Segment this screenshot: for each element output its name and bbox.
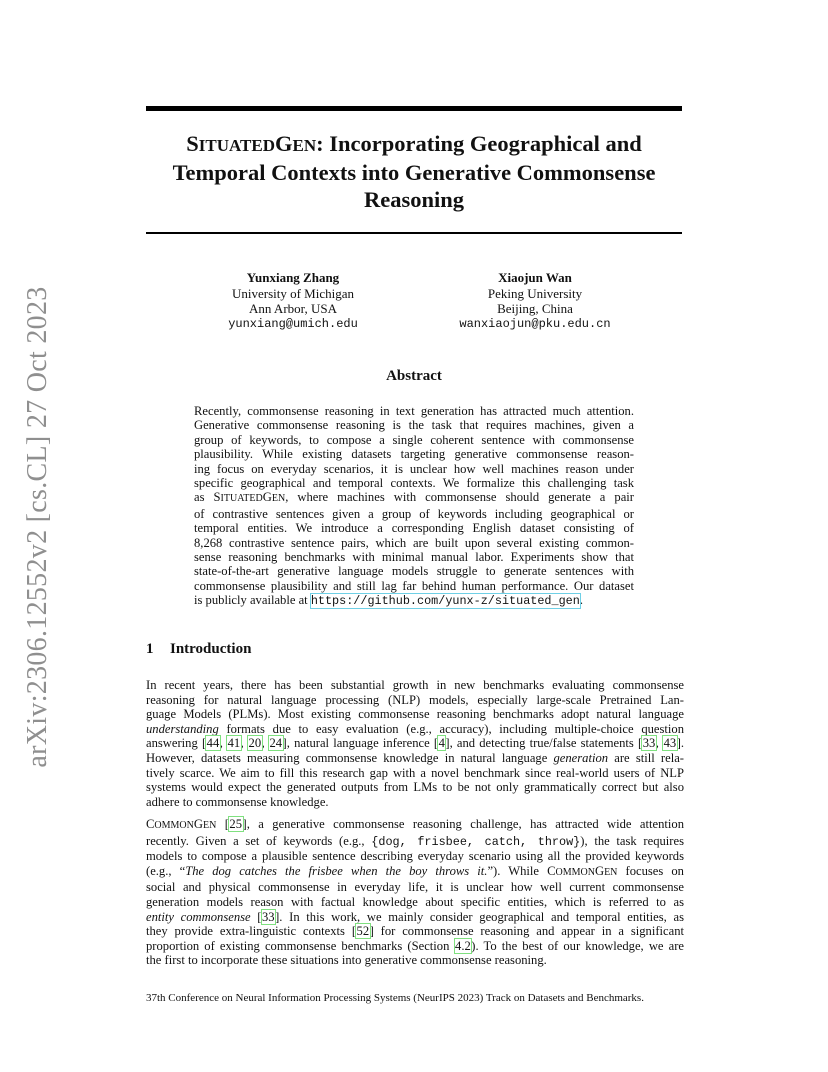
author-name: Xiaojun Wan <box>498 270 572 285</box>
paragraph-line: reasoning for natural language processing (NLP) models, especially large-scale Pretrained Lan- <box>146 692 684 707</box>
author-affiliation: Peking University <box>487 285 583 301</box>
abstract-heading: Abstract <box>386 368 442 384</box>
paragraph-line: recently. Given a set of keywords (e.g., {dog, frisbee, catch, throw}), the task requires <box>146 833 684 849</box>
intro-paragraph-2 <box>146 817 684 968</box>
citation-link[interactable]: 20 <box>248 736 262 751</box>
section-number: 1 <box>146 641 154 657</box>
abstract-line: ing focus on everyday scenarios, it is unclear how well machines reason under <box>194 461 634 476</box>
keyword-set: {dog, frisbee, catch, throw} <box>371 834 581 849</box>
citation-link[interactable]: 52 <box>356 924 370 939</box>
abstract-line: specific geographical and temporal contexts. We formalize this challenging task <box>194 476 634 491</box>
citation-link[interactable]: 41 <box>227 736 241 751</box>
citation-link[interactable]: 44 <box>206 736 220 751</box>
abstract-line: plausibility. While existing datasets targeting generative commonsense reason- <box>194 447 634 462</box>
dataset-link[interactable]: https://github.com/yunx-z/situated_gen <box>310 594 580 609</box>
paragraph-line: COMMONGEN [25], a generative commonsense reasoning challenge, has attracted wide attention <box>146 817 684 831</box>
paragraph-line: generation models reason with factual knowledge about specific entities, which is referred to as <box>146 894 684 909</box>
citation-link[interactable]: 33 <box>262 909 275 924</box>
citation-link[interactable]: 33 <box>642 736 656 751</box>
paragraph-line: answering [44, 41, 20, 24], natural language inference [4], and detecting true/false statements [33, 43]. <box>146 736 685 751</box>
abstract-line: as SITUATEDGEN, where machines with commonsense should generate a pair <box>194 490 634 505</box>
paragraph-line: entity commonsense [33]. In this work, we mainly consider geographical and temporal entities, as <box>146 909 684 924</box>
section-title: Introduction <box>170 641 252 657</box>
author-location: Beijing, China <box>497 301 573 316</box>
paragraph-line: they provide extra-linguistic contexts [52] for commonsense reasoning and appear in a significant <box>146 924 684 939</box>
abstract-line: Recently, commonsense reasoning in text generation has attracted much attention. <box>194 404 634 418</box>
abstract-body <box>194 404 634 609</box>
author-block-1 <box>193 270 393 332</box>
author-name: Yunxiang Zhang <box>246 270 340 285</box>
author-location: Ann Arbor, USA <box>249 301 337 316</box>
title-bottom-rule <box>146 232 682 234</box>
paragraph-line: social and physical commonsense in everyday life, it is unclear how well current commonsense <box>146 880 684 895</box>
paragraph-line: guage Models (PLMs). Most existing commonsense reasoning benchmarks adopt natural language <box>146 707 684 722</box>
citation-link[interactable]: 4 <box>438 736 445 751</box>
paragraph-line: systems would expect the generated outputs from LMs to be not only grammatically correct but also <box>146 780 684 795</box>
paper-title <box>146 130 682 213</box>
abstract-line: state-of-the-art generative language models struggle to generate sentences with <box>194 564 634 579</box>
abstract-line: commonsense plausibility and still lag far behind human performance. Our dataset <box>194 578 634 593</box>
author-block-2 <box>435 270 635 332</box>
abstract-line: Generative commonsense reasoning is the task that requires machines, given a <box>194 418 634 433</box>
abstract-line: 8,268 contrastive sentence pairs, which are built upon several existing common- <box>194 535 634 550</box>
section-heading <box>146 641 682 658</box>
paragraph-line: models to compose a plausible sentence describing everyday scenario using all the provided keywords <box>146 849 684 864</box>
abstract-line: group of keywords, to compose a single coherent sentence with commonsense <box>194 432 634 447</box>
arxiv-id: arXiv:2306.12552v2 [cs.CL] 27 Oct 2023 <box>22 286 53 768</box>
section-link[interactable]: 4.2 <box>455 938 471 953</box>
author-email[interactable]: wanxiaojun@pku.edu.cn <box>459 316 611 331</box>
conference-footnote: 37th Conference on Neural Information Processing Systems (NeurIPS 2023) Track on Datasets and Benchmarks. <box>146 992 644 1004</box>
abstract-line: sense reasoning benchmarks with minimal manual labor. Experiments show that <box>194 550 634 565</box>
title-top-rule <box>146 106 682 111</box>
title-line-2: Temporal Contexts into Generative Commonsense <box>172 160 656 185</box>
title-line-1: SITUATEDGEN: Incorporating Geographical and <box>186 131 642 156</box>
citation-link[interactable]: 43 <box>663 736 677 751</box>
paragraph-line: However, datasets measuring commonsense knowledge in natural language generation are still rela- <box>146 750 684 765</box>
paragraph-line: tively scarce. We aim to fill this research gap with a novel benchmark since real-world users of NLP <box>146 765 684 780</box>
author-affiliation: University of Michigan <box>231 285 355 301</box>
abstract-line: is publicly available at https://github.com/yunx-z/situated_gen. <box>194 593 583 609</box>
author-email[interactable]: yunxiang@umich.edu <box>228 316 358 331</box>
paragraph-line: (e.g., “The dog catches the frisbee when the boy throws it.”). While COMMONGEN focuses on <box>146 863 684 878</box>
citation-link[interactable]: 24 <box>269 736 283 751</box>
abstract-line: temporal entities. We introduce a corresponding English dataset consisting of <box>194 521 634 536</box>
arxiv-side-stamp <box>18 286 58 768</box>
paragraph-line: the first to incorporate these situations into generative commonsense reasoning. <box>146 953 547 968</box>
title-line-3: Reasoning <box>363 187 465 212</box>
citation-link[interactable]: 25 <box>229 817 243 831</box>
paragraph-line: In recent years, there has been substantial growth in new benchmarks evaluating commonsense <box>146 678 684 692</box>
paragraph-line: adhere to commonsense knowledge. <box>146 794 329 809</box>
paragraph-line: understanding formats due to easy evaluation (e.g., accuracy), including multiple-choice question <box>146 721 684 736</box>
paragraph-line: proportion of existing commonsense benchmarks (Section 4.2). To the best of our knowledge, we are <box>146 938 685 953</box>
intro-paragraph-1 <box>146 678 684 809</box>
abstract-line: of contrastive sentences given a group of keywords including geographical or <box>194 506 634 521</box>
